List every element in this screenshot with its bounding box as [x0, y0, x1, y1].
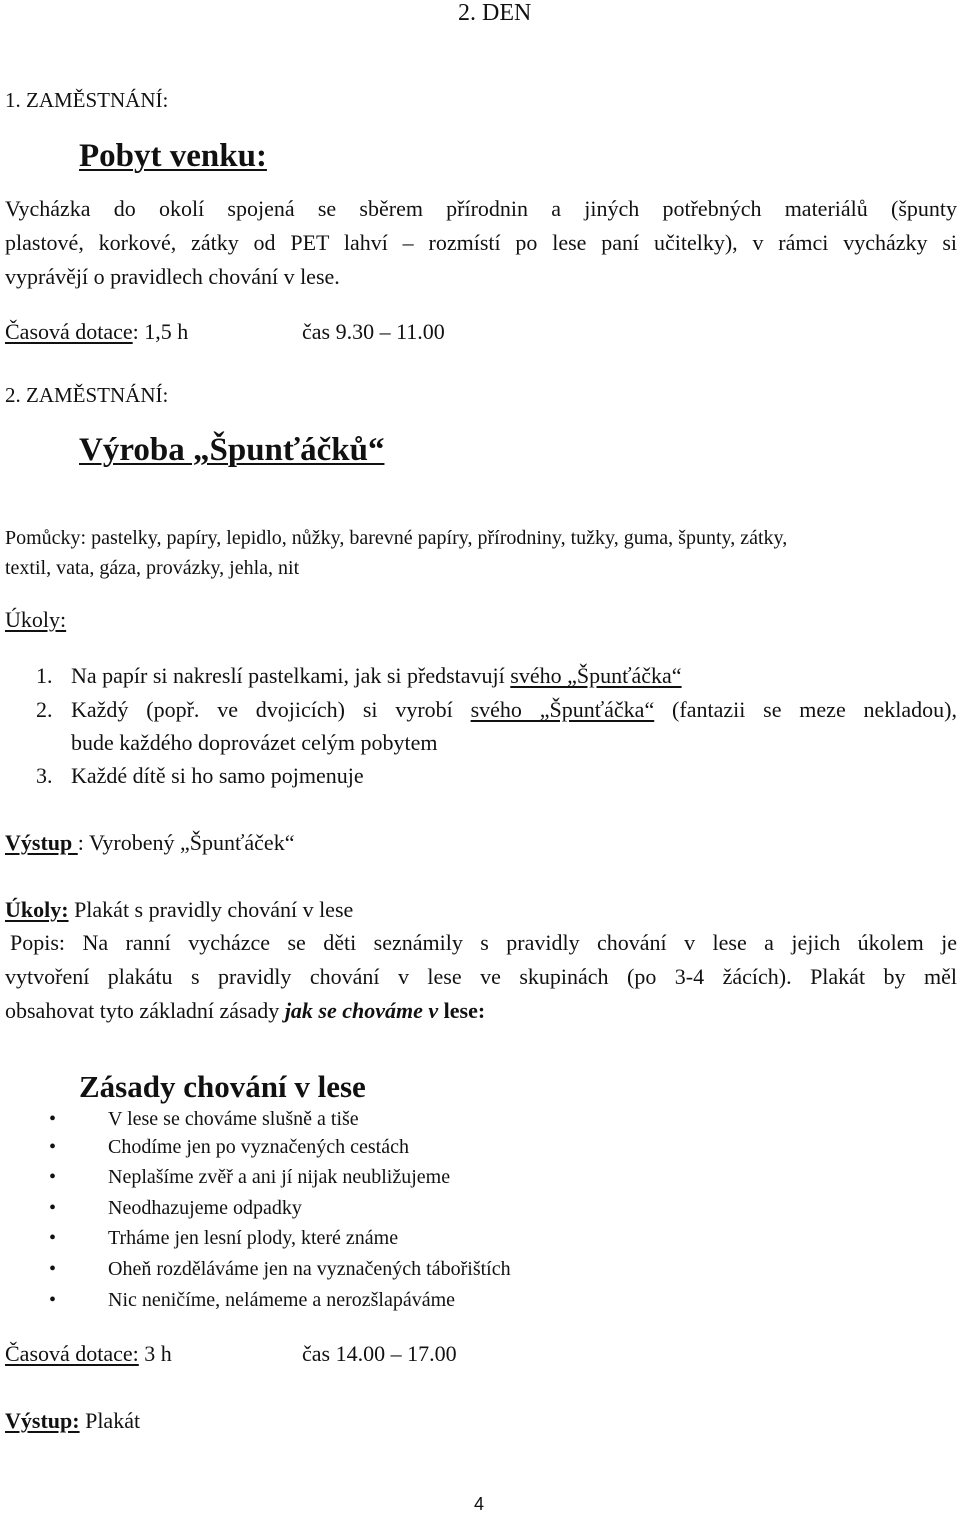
lesson2-output-2-value: Plakát — [79, 1408, 141, 1433]
lesson2-poster-task-value: Plakát s pravidly chování v lese — [68, 897, 354, 922]
rule-6: Oheň rozděláváme jen na vyznačených tábořištích — [108, 1258, 511, 1280]
rule-7: Nic neničíme, nelámeme a nerozšlapáváme — [108, 1289, 456, 1311]
lesson2-title: Výroba „Špunťáčků“ — [79, 432, 385, 468]
rule-2: Chodíme jen po vyznačených cestách — [108, 1136, 409, 1158]
lesson1-desc-line-2: plastové, korkové, zátky od PET lahví – rozmístí po lese paní učitelky), v rámci vycházky si — [5, 230, 957, 255]
rule-5: Trháme jen lesní plody, které známe — [108, 1227, 399, 1249]
lesson2-description-text: obsahovat tyto základní zásady — [5, 998, 285, 1023]
rule-bullet: • — [49, 1258, 57, 1280]
task-2-text: Každý (popř. ve dvojicích) si vyrobí — [71, 697, 471, 722]
lesson2-output-label: Výstup — [5, 830, 78, 855]
lesson2-time-label: Časová dotace: — [5, 1341, 139, 1366]
lesson2-output-value: : Vyrobený „Špunťáček“ — [77, 830, 295, 855]
rule-1: V lese se chováme slušně a tiše — [108, 1108, 359, 1130]
lesson1-title: Pobyt venku: — [79, 138, 267, 174]
lesson2-tasks-label: Úkoly: — [5, 607, 67, 632]
lesson2-output-2-label: Výstup: — [5, 1408, 80, 1433]
day-title: 2. DEN — [458, 0, 532, 26]
page-number: 4 — [474, 1494, 485, 1514]
lesson1-desc-line-3: vyprávějí o pravidlech chování v lese. — [5, 264, 340, 289]
lesson1-time — [5, 319, 188, 345]
lesson2-tools-line-2: textil, vata, gáza, provázky, jehla, nit — [5, 557, 300, 579]
lesson2-description-line-2: vytvoření plakátu s pravidly chování v lese ve skupinách (po 3-4 žácích). Plakát by měl — [5, 964, 957, 989]
task-3-text: Každé dítě si ho samo pojmenuje — [71, 763, 364, 788]
task-2-post: (fantazii se meze nekladou), — [654, 697, 958, 722]
lesson2-output — [5, 830, 294, 856]
lesson2-description-bold: lese: — [438, 998, 486, 1023]
lesson1-time-value: : 1,5 h — [132, 319, 189, 344]
lesson2-description-emphasis: jak se chováme v — [284, 998, 439, 1023]
lesson1-desc-line-1: Vycházka do okolí spojená se sběrem přírodnin a jiných potřebných materiálů (špunty — [5, 196, 957, 221]
rule-bullet: • — [49, 1166, 57, 1188]
rules-title: Zásady chování v lese — [79, 1069, 366, 1104]
rule-bullet: • — [49, 1197, 57, 1219]
lesson2-description-line-3 — [5, 998, 485, 1024]
lesson2-time-value: 3 h — [138, 1341, 172, 1366]
lesson2-description-line-1: Popis: Na ranní vycházce se děti seznámily s pravidly chování v lese a jejich úkolem je — [10, 930, 957, 955]
task-1-link: svého „Špunťáčka“ — [510, 663, 682, 688]
rule-bullet: • — [49, 1136, 57, 1158]
lesson1-time-range: čas 9.30 – 11.00 — [302, 319, 445, 344]
task-1-text: Na papír si nakreslí pastelkami, jak si představují — [71, 663, 511, 688]
rule-4: Neodhazujeme odpadky — [108, 1197, 302, 1219]
lesson2-poster-task-label: Úkoly: — [5, 897, 69, 922]
task-2-link: svého „Špunťáčka“ — [470, 697, 655, 722]
rule-bullet: • — [49, 1108, 57, 1130]
task-2-number: 2. — [36, 697, 53, 722]
lesson2-label: 2. ZAMĚSTNÁNÍ: — [5, 383, 169, 407]
lesson2-tools-line-1: Pomůcky: pastelky, papíry, lepidlo, nůžky, barevné papíry, přírodniny, tužky, guma, špunty, zátky, — [5, 527, 788, 549]
rule-bullet: • — [49, 1289, 57, 1311]
task-2 — [71, 697, 957, 723]
lesson2-time — [5, 1341, 172, 1367]
rule-3: Neplašíme zvěř a ani jí nijak neubližujeme — [108, 1166, 451, 1188]
task-1-number: 1. — [36, 663, 53, 688]
rule-bullet: • — [49, 1227, 57, 1249]
task-2-continuation: bude každého doprovázet celým pobytem — [71, 730, 438, 755]
lesson2-poster-task — [5, 897, 353, 923]
lesson1-label: 1. ZAMĚSTNÁNÍ: — [5, 88, 169, 112]
lesson1-time-label: Časová dotace — [5, 319, 133, 344]
lesson2-output-2 — [5, 1408, 140, 1434]
task-3-number: 3. — [36, 763, 53, 788]
lesson2-time-range: čas 14.00 – 17.00 — [302, 1341, 457, 1366]
task-1 — [71, 663, 682, 689]
